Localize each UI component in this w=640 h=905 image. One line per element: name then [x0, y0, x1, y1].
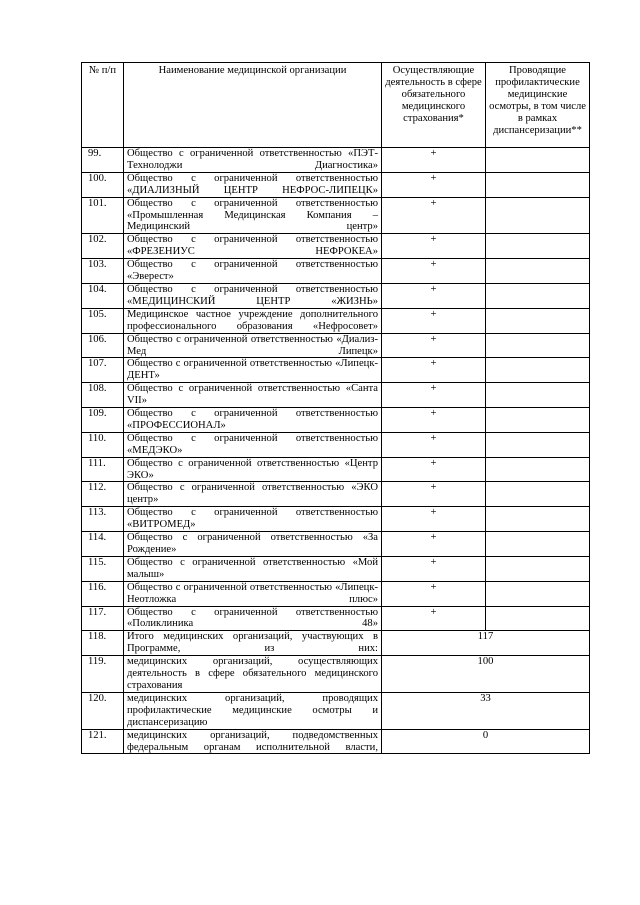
prof-mark [486, 234, 590, 259]
prof-mark [486, 408, 590, 433]
header-name: Наименование медицинской организации [124, 63, 382, 148]
oms-mark: + [382, 308, 486, 333]
oms-mark: + [382, 457, 486, 482]
row-number: 110. [82, 432, 124, 457]
organization-name: Общество с ограниченной ответственностью «Эверест» [124, 259, 382, 284]
header-oms: Осуществляющие деятельность в сфере обязательного медицинского страхования* [382, 63, 486, 148]
row-number: 121. [82, 729, 124, 754]
organization-name: Общество с ограниченной ответственностью «Липецк-Неотложка плюс» [124, 581, 382, 606]
row-number: 100. [82, 172, 124, 197]
totals-value: 117 [382, 631, 590, 656]
prof-mark [486, 581, 590, 606]
row-number: 101. [82, 197, 124, 234]
row-number: 117. [82, 606, 124, 631]
totals-label: медицинских организаций, осуществляющих деятельность в сфере обязательного медицинского страхования [124, 656, 382, 693]
organization-name: Общество с ограниченной ответственностью «Санта VII» [124, 383, 382, 408]
table-row [82, 432, 590, 457]
oms-mark: + [382, 148, 486, 173]
organization-name: Общество с ограниченной ответственностью «Мой малыш» [124, 556, 382, 581]
table-row [82, 507, 590, 532]
organization-name: Общество с ограниченной ответственностью «ПЭТ-Технолоджи Диагностика» [124, 148, 382, 173]
table-body [82, 148, 590, 754]
row-number: 107. [82, 358, 124, 383]
totals-label: Итого медицинских организаций, участвующих в Программе, из них: [124, 631, 382, 656]
oms-mark: + [382, 581, 486, 606]
oms-mark: + [382, 172, 486, 197]
row-number: 105. [82, 308, 124, 333]
prof-mark [486, 259, 590, 284]
organizations-table [81, 62, 590, 754]
oms-mark: + [382, 556, 486, 581]
row-number: 109. [82, 408, 124, 433]
prof-mark [486, 507, 590, 532]
table-row [82, 259, 590, 284]
organization-name: Общество с ограниченной ответственностью «ВИТРОМЕД» [124, 507, 382, 532]
row-number: 113. [82, 507, 124, 532]
totals-label: медицинских организаций, подведомственных федеральным органам исполнительной власти, [124, 729, 382, 754]
oms-mark: + [382, 197, 486, 234]
row-number: 120. [82, 692, 124, 729]
oms-mark: + [382, 234, 486, 259]
table-row [82, 606, 590, 631]
prof-mark [486, 333, 590, 358]
row-number: 118. [82, 631, 124, 656]
prof-mark [486, 148, 590, 173]
organization-name: Общество с ограниченной ответственностью «Диализ-Мед Липецк» [124, 333, 382, 358]
table-row [82, 148, 590, 173]
totals-row [82, 656, 590, 693]
oms-mark: + [382, 482, 486, 507]
table-row [82, 457, 590, 482]
table-row [82, 197, 590, 234]
row-number: 115. [82, 556, 124, 581]
oms-mark: + [382, 283, 486, 308]
table-row [82, 333, 590, 358]
oms-mark: + [382, 532, 486, 557]
row-number: 108. [82, 383, 124, 408]
totals-row [82, 631, 590, 656]
totals-value: 33 [382, 692, 590, 729]
prof-mark [486, 308, 590, 333]
row-number: 119. [82, 656, 124, 693]
table-row [82, 358, 590, 383]
table-row [82, 308, 590, 333]
totals-value: 100 [382, 656, 590, 693]
row-number: 116. [82, 581, 124, 606]
row-number: 99. [82, 148, 124, 173]
organization-name: Общество с ограниченной ответственностью «ФРЕЗЕНИУС НЕФРОКЕА» [124, 234, 382, 259]
row-number: 112. [82, 482, 124, 507]
prof-mark [486, 383, 590, 408]
prof-mark [486, 172, 590, 197]
totals-value: 0 [382, 729, 590, 754]
organization-name: Общество с ограниченной ответственностью «Липецк-ДЕНТ» [124, 358, 382, 383]
table-row [82, 408, 590, 433]
table-row [82, 581, 590, 606]
oms-mark: + [382, 408, 486, 433]
organization-name: Медицинское частное учреждение дополнительного профессионального образования «Нефросовет» [124, 308, 382, 333]
prof-mark [486, 283, 590, 308]
prof-mark [486, 556, 590, 581]
prof-mark [486, 606, 590, 631]
totals-label: медицинских организаций, проводящих профилактические медицинские осмотры и диспансеризацию [124, 692, 382, 729]
table-header-row [82, 63, 590, 148]
prof-mark [486, 197, 590, 234]
organization-name: Общество с ограниченной ответственностью «Промышленная Медицинская Компания – Медицинский центр» [124, 197, 382, 234]
prof-mark [486, 432, 590, 457]
totals-row [82, 692, 590, 729]
row-number: 111. [82, 457, 124, 482]
prof-mark [486, 532, 590, 557]
totals-row [82, 729, 590, 754]
row-number: 102. [82, 234, 124, 259]
organization-name: Общество с ограниченной ответственностью «МЕДИЦИНСКИЙ ЦЕНТР «ЖИЗНЬ» [124, 283, 382, 308]
prof-mark [486, 457, 590, 482]
table-row [82, 383, 590, 408]
organization-name: Общество с ограниченной ответственностью «ЭКО центр» [124, 482, 382, 507]
organization-name: Общество с ограниченной ответственностью «ДИАЛИЗНЫЙ ЦЕНТР НЕФРОС-ЛИПЕЦК» [124, 172, 382, 197]
row-number: 106. [82, 333, 124, 358]
organization-name: Общество с ограниченной ответственностью «Поликлиника 48» [124, 606, 382, 631]
oms-mark: + [382, 383, 486, 408]
table-row [82, 234, 590, 259]
row-number: 104. [82, 283, 124, 308]
header-num: № п/п [82, 63, 124, 148]
organization-name: Общество с ограниченной ответственностью «За Рождение» [124, 532, 382, 557]
prof-mark [486, 482, 590, 507]
header-prof: Проводящие профилактические медицинские осмотры, в том числе в рамках диспансеризации** [486, 63, 590, 148]
organization-name: Общество с ограниченной ответственностью «МЕДЭКО» [124, 432, 382, 457]
oms-mark: + [382, 259, 486, 284]
table-row [82, 556, 590, 581]
table-row [82, 482, 590, 507]
oms-mark: + [382, 358, 486, 383]
table-row [82, 283, 590, 308]
oms-mark: + [382, 333, 486, 358]
row-number: 114. [82, 532, 124, 557]
organization-name: Общество с ограниченной ответственностью «ПРОФЕССИОНАЛ» [124, 408, 382, 433]
prof-mark [486, 358, 590, 383]
oms-mark: + [382, 606, 486, 631]
row-number: 103. [82, 259, 124, 284]
oms-mark: + [382, 432, 486, 457]
table-row [82, 172, 590, 197]
table-row [82, 532, 590, 557]
oms-mark: + [382, 507, 486, 532]
organization-name: Общество с ограниченной ответственностью «Центр ЭКО» [124, 457, 382, 482]
